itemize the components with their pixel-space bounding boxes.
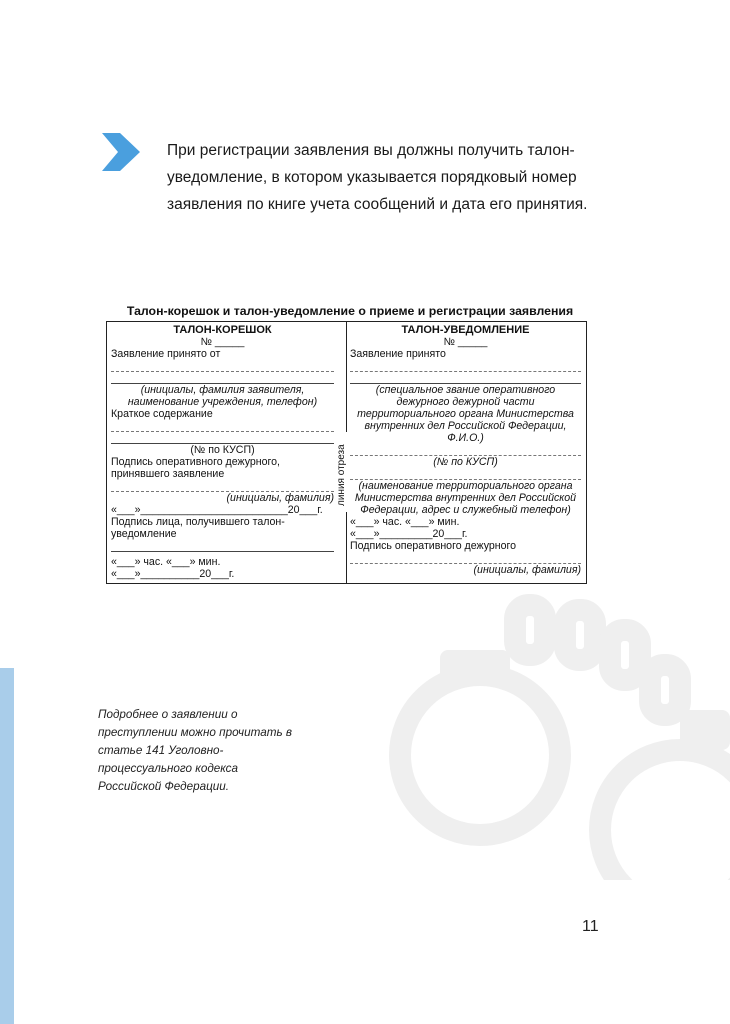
side-accent-bar [0,668,14,1024]
stub-receiver-signature: Подпись лица, получившего талон-уведомление [111,516,285,540]
blank-line [111,420,334,432]
stub-accepted-from: Заявление принято от [111,348,221,360]
notice-heading: ТАЛОН-УВЕДОМЛЕНИЕ [401,324,530,336]
blank-line [350,444,581,456]
blank-line [350,372,581,384]
chevron-right-icon [100,131,142,173]
stub-summary-label: Краткое содержание [111,408,213,420]
stub-heading: ТАЛОН-КОРЕШОК [173,324,272,336]
blank-line [111,360,334,372]
blank-line [111,480,334,492]
notice-officer-signature: Подпись оперативного дежурного [350,540,517,552]
blank-line [350,468,581,480]
stub-number: № _____ [200,336,245,348]
blank-line [350,552,581,564]
notice-date-line: «___»_________20___г. [350,528,468,540]
stub-applicant-hint: (инициалы, фамилия заявителя, наименование учреждения, телефон) [127,384,318,408]
stub-date-line: «___»_________________________20___г. [111,504,323,516]
stub-column [107,322,347,583]
blank-line [111,372,334,384]
stub-initials: (инициалы, фамилия) [226,492,334,504]
notice-initials: (инициалы, фамилия) [473,564,581,576]
stub-kusp: (№ по КУСП) [190,444,255,456]
notice-officer-hint: (специальное звание оперативного дежурного дежурной части территориального органа Министерства внутренних дел Российской Федерации, Ф.И.О.) [357,384,574,444]
handcuffs-watermark-icon [380,580,730,880]
stub-time-line: «___» час. «___» мин. [111,556,221,568]
registration-form-image [106,321,587,584]
notice-accepted: Заявление принято [350,348,446,360]
notice-time-line: «___» час. «___» мин. [350,516,460,528]
blank-line [111,540,334,552]
stub-officer-signature: Подпись оперативного дежурного, принявшего заявление [111,456,280,480]
stub-date-line-2: «___»__________20___г. [111,568,235,580]
intro-paragraph: При регистрации заявления вы должны получить талон-уведомление, в котором указывается порядковый номер заявления по книге учета сообщений и дата его принятия. [167,142,588,213]
notice-column [347,322,585,583]
notice-number: № _____ [443,336,488,348]
cut-line-text: линия отреза [336,444,347,506]
blank-line [111,432,334,444]
page-number: 11 [582,918,599,935]
form-title: Талон-корешок и талон-уведомление о приеме и регистрации заявления [126,304,574,318]
blank-line [350,360,581,372]
side-note: Подробнее о заявлении о преступлении можно прочитать в статье 141 Уголовно-процессуального кодекса Российской Федерации. [98,708,292,793]
notice-org-hint: (наименование территориального органа Министерства внутренних дел Российской Федерации, адрес и служебный телефон) [354,480,577,516]
notice-kusp: (№ по КУСП) [433,456,498,468]
